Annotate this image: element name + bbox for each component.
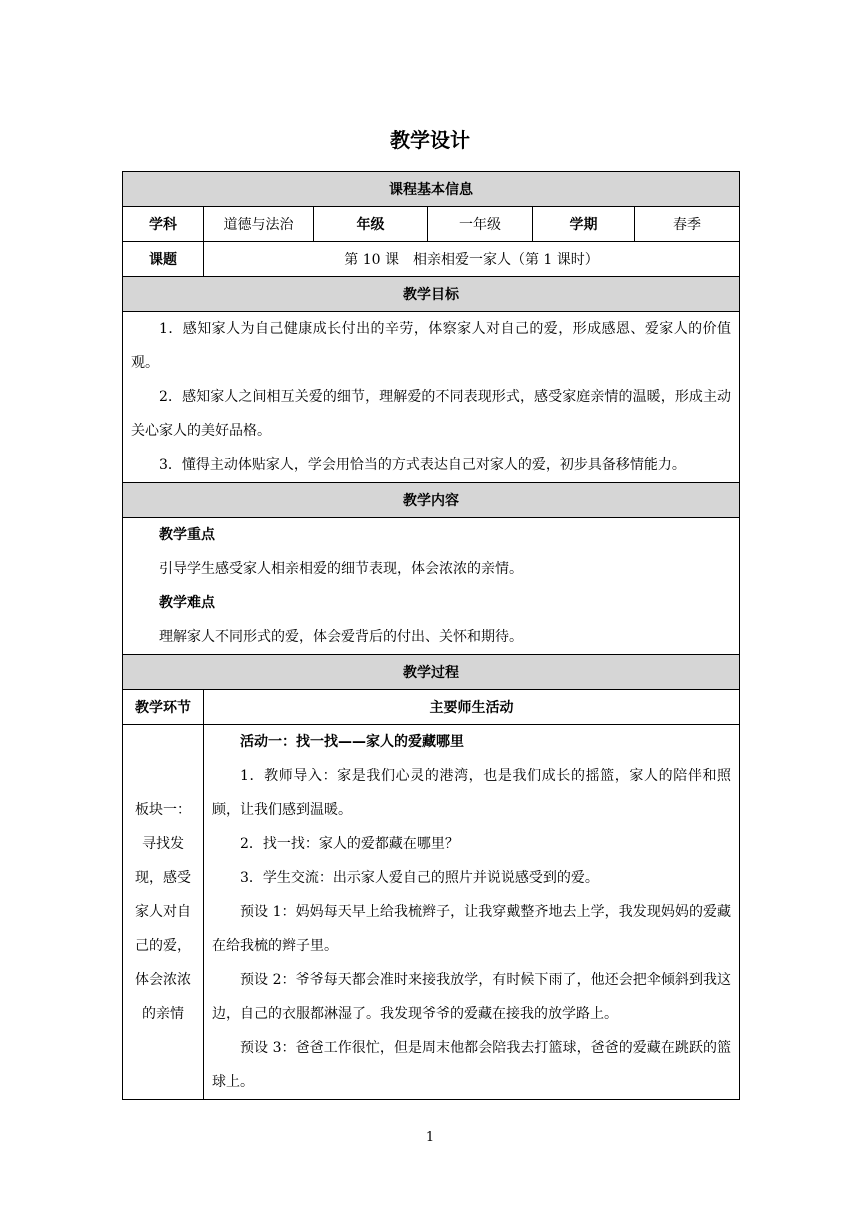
difficult-point-heading: 教学难点: [159, 595, 215, 611]
term-label: 学期: [533, 207, 635, 242]
activity-paragraph: 2．找一找：家人的爱都藏在哪里？: [240, 836, 459, 852]
activity-paragraph: 3．学生交流：出示家人爱自己的照片并说说感受到的爱。: [240, 870, 599, 886]
page-number: 1: [425, 1130, 435, 1145]
lesson-plan-table: [122, 171, 740, 1100]
section-header-goals: 教学目标: [123, 277, 740, 312]
key-point-text: 引导学生感受家人相亲相爱的细节表现，体会浓浓的亲情。: [159, 561, 523, 577]
goal-item: 3．懂得主动体贴家人，学会用恰当的方式表达自己对家人的爱，初步具备移情能力。: [159, 457, 686, 473]
grade-label: 年级: [314, 207, 428, 242]
section-header-content: 教学内容: [123, 483, 740, 518]
content-cell: [123, 518, 740, 655]
topic-label: 课题: [123, 242, 204, 277]
goal-item: 1．感知家人为自己健康成长付出的辛劳，体察家人对自己的爱，形成感恩、爱家人的价值观。: [131, 321, 732, 371]
difficult-point-text: 理解家人不同形式的爱，体会爱背后的付出、关怀和期待。: [159, 629, 523, 645]
term-value: 春季: [635, 207, 740, 242]
document-title: 教学设计: [390, 128, 470, 152]
activity-paragraph: 预设 1：妈妈每天早上给我梳辫子，让我穿戴整齐地去上学，我发现妈妈的爱藏在给我梳的辫子里。: [212, 904, 732, 954]
goal-item: 2．感知家人之间相互关爱的细节，理解爱的不同表现形式，感受家庭亲情的温暖，形成主动关心家人的美好品格。: [131, 389, 732, 439]
goals-cell: [123, 312, 740, 483]
subject-value: 道德与法治: [204, 207, 314, 242]
section-header-basic-info: 课程基本信息: [123, 172, 740, 207]
activity-title: 活动一：找一找——家人的爱藏哪里: [240, 734, 464, 750]
stage-cell: [123, 725, 204, 1100]
activity-paragraph: 预设 2：爷爷每天都会准时来接我放学，有时候下雨了，他还会把伞倾斜到我这边，自己的衣服都淋湿了。我发现爷爷的爱藏在接我的放学路上。: [212, 972, 732, 1022]
column-header-activity: 主要师生活动: [204, 690, 740, 725]
topic-value: 第 10 课 相亲相爱一家人（第 1 课时）: [204, 242, 740, 277]
activity-cell: [204, 725, 740, 1100]
stage-label: 板块一：寻找发现，感受家人对自己的爱，体会浓浓的亲情: [135, 802, 191, 1022]
key-point-heading: 教学重点: [159, 527, 215, 543]
grade-value: 一年级: [428, 207, 533, 242]
activity-paragraph: 预设 3：爸爸工作很忙，但是周末他都会陪我去打篮球，爸爸的爱藏在跳跃的篮球上。: [212, 1040, 732, 1090]
column-header-stage: 教学环节: [123, 690, 204, 725]
section-header-process: 教学过程: [123, 655, 740, 690]
subject-label: 学科: [123, 207, 204, 242]
activity-paragraph: 1．教师导入：家是我们心灵的港湾，也是我们成长的摇篮，家人的陪伴和照顾，让我们感到温暖。: [212, 768, 732, 818]
